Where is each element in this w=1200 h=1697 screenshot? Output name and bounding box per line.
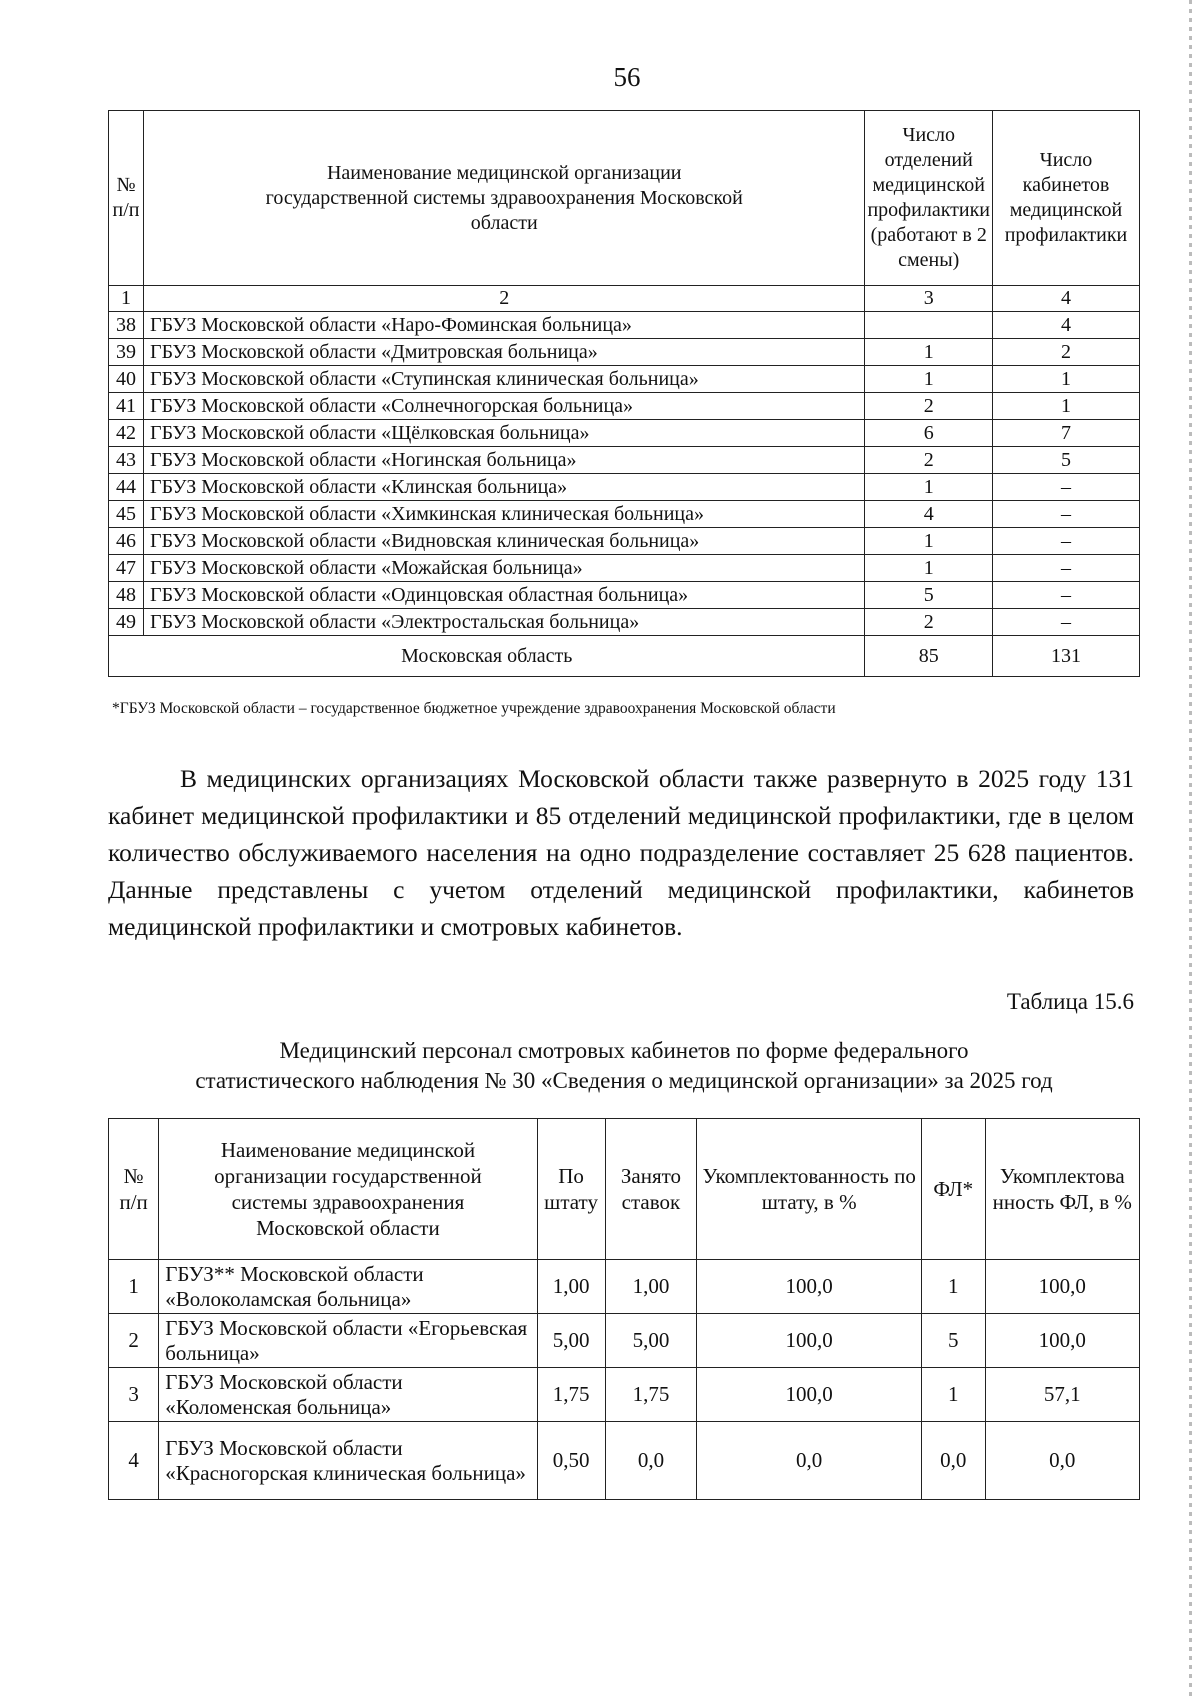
table-row	[109, 555, 1140, 582]
departments-count: 2	[865, 393, 993, 420]
row-number: 4	[109, 1422, 159, 1500]
row-number: 3	[109, 1368, 159, 1422]
header-staff: По штату	[537, 1119, 605, 1260]
departments-count: 2	[865, 609, 993, 636]
staffing-percent: 0,0	[697, 1422, 922, 1500]
departments-count: 1	[865, 555, 993, 582]
table-title-line: статистического наблюдения № 30 «Сведения о медицинской организации» за 2025 год	[195, 1068, 1053, 1093]
table-label: Таблица 15.6	[1006, 989, 1134, 1014]
header-num: № п/п	[109, 1119, 159, 1260]
departments-count: 1	[865, 474, 993, 501]
col-number: 3	[865, 286, 993, 312]
row-number: 48	[109, 582, 144, 609]
cabinets-count: –	[993, 555, 1140, 582]
occupied-value: 1,75	[605, 1368, 697, 1422]
table-row	[109, 1314, 1140, 1368]
staffing-percent: 100,0	[697, 1314, 922, 1368]
table-title-line: Медицинский персонал смотровых кабинетов по форме федерального	[279, 1038, 969, 1063]
total-cabinets: 131	[993, 636, 1140, 677]
table-row	[109, 528, 1140, 555]
cabinets-count: –	[993, 528, 1140, 555]
cabinets-count: 1	[993, 393, 1140, 420]
occupied-value: 1,00	[605, 1260, 697, 1314]
fl-value: 1	[921, 1368, 985, 1422]
fl-value: 0,0	[921, 1422, 985, 1500]
row-number: 2	[109, 1314, 159, 1368]
cabinets-count: –	[993, 582, 1140, 609]
header-name: Наименование медицинской организации государственной системы здравоохранения Московской области	[144, 111, 865, 286]
organization-name: ГБУЗ Московской области «Коломенская больница»	[159, 1368, 537, 1422]
departments-count: 1	[865, 366, 993, 393]
table-row	[109, 1260, 1140, 1314]
organization-name: ГБУЗ Московской области «Красногорская клиническая больница»	[159, 1422, 537, 1500]
organization-name: ГБУЗ Московской области «Наро-Фоминская больница»	[144, 312, 865, 339]
table-row	[109, 609, 1140, 636]
table-row	[109, 1422, 1140, 1500]
header-name: Наименование медицинской организации государственной системы здравоохранения Московской области	[159, 1119, 537, 1260]
cabinets-count: –	[993, 501, 1140, 528]
organization-name: ГБУЗ Московской области «Дмитровская больница»	[144, 339, 865, 366]
organization-name: ГБУЗ Московской области «Солнечногорская больница»	[144, 393, 865, 420]
cabinets-count: –	[993, 609, 1140, 636]
header-cabinets: Число кабинетов медицинской профилактики	[993, 111, 1140, 286]
paragraph-text: В медицинских организациях Московской области также развернуто в 2025 году 131 кабинет медицинской профилактики и 85 отделений медицинской профилактики, где в целом количество обслуживаемого населения на одно подразделение составляет 25 628 пациентов. Данные представлены с учетом отделений медицинской профилактики, кабинетов медицинской профилактики и смотровых кабинетов.	[108, 764, 1134, 941]
departments-count	[865, 312, 993, 339]
table-header-row	[109, 111, 1140, 286]
row-number: 47	[109, 555, 144, 582]
table-row	[109, 312, 1140, 339]
staffing-percent: 100,0	[697, 1260, 922, 1314]
total-row	[109, 636, 1140, 677]
departments-count: 2	[865, 447, 993, 474]
organization-name: ГБУЗ Московской области «Видновская клиническая больница»	[144, 528, 865, 555]
departments-count: 5	[865, 582, 993, 609]
page-number: 56	[613, 62, 641, 92]
column-numbers-row	[109, 286, 1140, 312]
table-header-row	[109, 1119, 1140, 1260]
table-row	[109, 474, 1140, 501]
organization-name: ГБУЗ** Московской области «Волоколамская больница»	[159, 1260, 537, 1314]
organization-name: ГБУЗ Московской области «Электростальская больница»	[144, 609, 865, 636]
row-number: 1	[109, 1260, 159, 1314]
organization-name: ГБУЗ Московской области «Химкинская клиническая больница»	[144, 501, 865, 528]
organization-name: ГБУЗ Московской области «Клинская больница»	[144, 474, 865, 501]
organization-name: ГБУЗ Московской области «Можайская больница»	[144, 555, 865, 582]
departments-count: 1	[865, 339, 993, 366]
header-fl-staffing: Укомплектова нность ФЛ, в %	[985, 1119, 1139, 1260]
staff-value: 1,75	[537, 1368, 605, 1422]
header-num: № п/п	[109, 111, 144, 286]
table-row	[109, 501, 1140, 528]
col-number: 2	[144, 286, 865, 312]
col-number: 4	[993, 286, 1140, 312]
fl-staffing-percent: 0,0	[985, 1422, 1139, 1500]
table-row	[109, 1368, 1140, 1422]
cabinets-count: 4	[993, 312, 1140, 339]
total-departments: 85	[865, 636, 993, 677]
fl-staffing-percent: 100,0	[985, 1314, 1139, 1368]
departments-table	[108, 110, 1140, 677]
organization-name: ГБУЗ Московской области «Егорьевская больница»	[159, 1314, 537, 1368]
fl-value: 1	[921, 1260, 985, 1314]
row-number: 46	[109, 528, 144, 555]
cabinets-count: 1	[993, 366, 1140, 393]
occupied-value: 5,00	[605, 1314, 697, 1368]
staffing-percent: 100,0	[697, 1368, 922, 1422]
row-number: 43	[109, 447, 144, 474]
table-row	[109, 393, 1140, 420]
row-number: 40	[109, 366, 144, 393]
staff-table	[108, 1118, 1140, 1500]
row-number: 44	[109, 474, 144, 501]
departments-count: 1	[865, 528, 993, 555]
row-number: 42	[109, 420, 144, 447]
organization-name: ГБУЗ Московской области «Ногинская больница»	[144, 447, 865, 474]
cabinets-count: –	[993, 474, 1140, 501]
cabinets-count: 5	[993, 447, 1140, 474]
staff-value: 1,00	[537, 1260, 605, 1314]
row-number: 41	[109, 393, 144, 420]
header-occupied: Занято ставок	[605, 1119, 697, 1260]
departments-count: 4	[865, 501, 993, 528]
scan-edge	[1189, 0, 1192, 1697]
header-fl: ФЛ*	[921, 1119, 985, 1260]
col-number: 1	[109, 286, 144, 312]
cabinets-count: 2	[993, 339, 1140, 366]
organization-name: ГБУЗ Московской области «Одинцовская областная больница»	[144, 582, 865, 609]
departments-count: 6	[865, 420, 993, 447]
table-row	[109, 447, 1140, 474]
row-number: 38	[109, 312, 144, 339]
organization-name: ГБУЗ Московской области «Ступинская клиническая больница»	[144, 366, 865, 393]
header-departments: Число отделений медицинской профилактики (работают в 2 смены)	[865, 111, 993, 286]
fl-staffing-percent: 57,1	[985, 1368, 1139, 1422]
fl-staffing-percent: 100,0	[985, 1260, 1139, 1314]
row-number: 49	[109, 609, 144, 636]
table-title	[108, 1036, 1140, 1096]
table-row	[109, 366, 1140, 393]
fl-value: 5	[921, 1314, 985, 1368]
body-paragraph	[108, 760, 1134, 945]
table-row	[109, 582, 1140, 609]
staff-value: 5,00	[537, 1314, 605, 1368]
table-row	[109, 420, 1140, 447]
organization-name: ГБУЗ Московской области «Щёлковская больница»	[144, 420, 865, 447]
occupied-value: 0,0	[605, 1422, 697, 1500]
cabinets-count: 7	[993, 420, 1140, 447]
staff-value: 0,50	[537, 1422, 605, 1500]
row-number: 45	[109, 501, 144, 528]
table-row	[109, 339, 1140, 366]
footnote: *ГБУЗ Московской области – государственное бюджетное учреждение здравоохранения Московской области	[112, 700, 836, 717]
header-staffing: Укомплектованность по штату, в %	[697, 1119, 922, 1260]
total-label: Московская область	[109, 636, 865, 677]
row-number: 39	[109, 339, 144, 366]
